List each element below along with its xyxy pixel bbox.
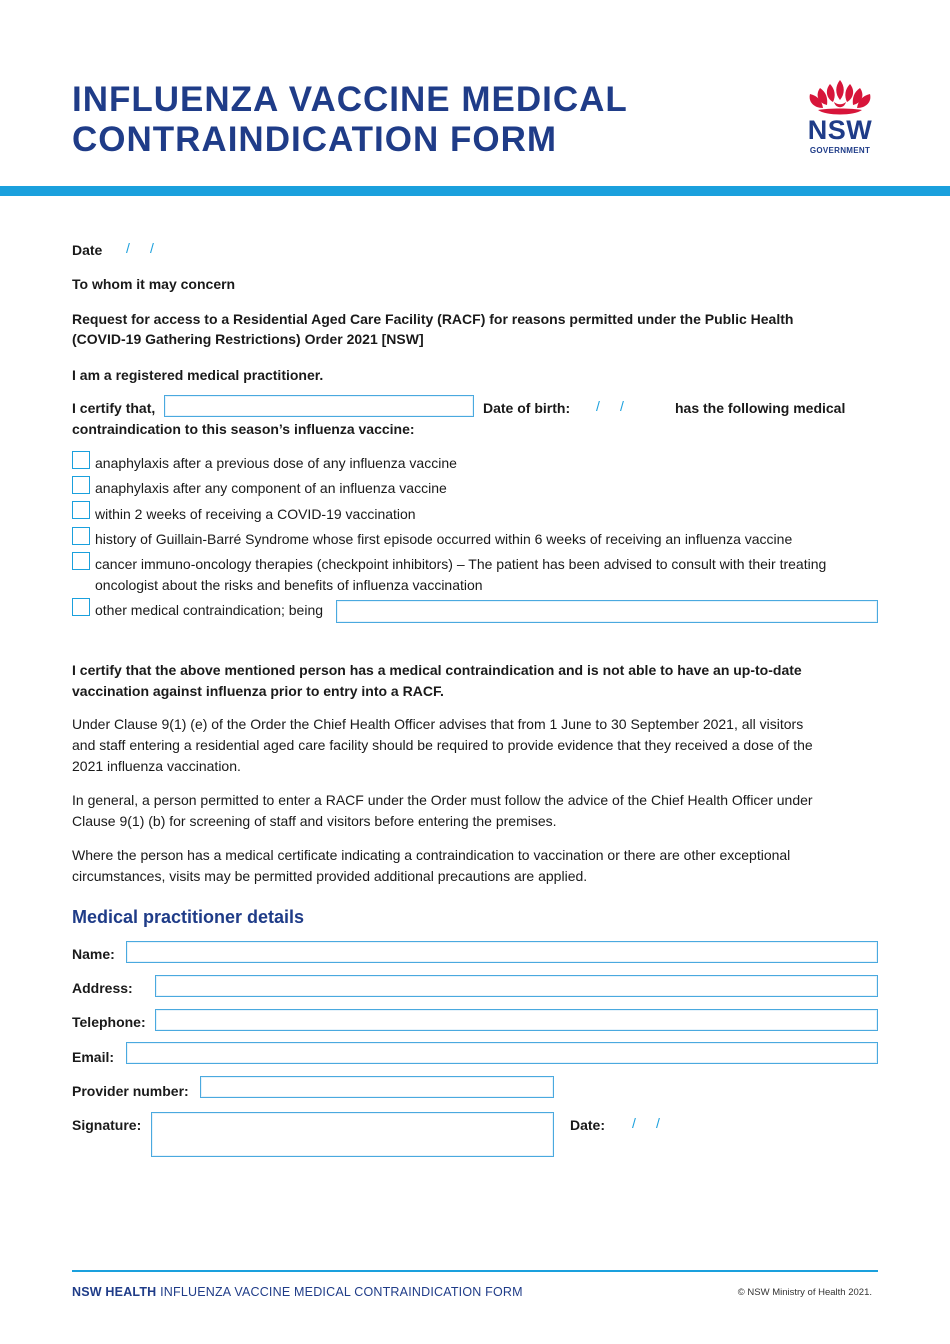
certify-bold-line-1: I certify that the above mentioned person has a medical contraindication and is not able to have an up-to-date bbox=[72, 662, 802, 678]
practitioner-address-field[interactable] bbox=[155, 975, 878, 997]
checkbox-other-contraindication[interactable] bbox=[72, 598, 90, 616]
footer-title bbox=[72, 1285, 523, 1299]
page-title bbox=[72, 80, 732, 160]
signature-date-separator-1: / bbox=[632, 1115, 636, 1131]
footer-brand: NSW HEALTH bbox=[72, 1285, 157, 1299]
option-guillain-barre: history of Guillain-Barré Syndrome whose first episode occurred within 6 weeks of receiving an influenza vaccine bbox=[95, 531, 793, 547]
paragraph-1-line-1: Under Clause 9(1) (e) of the Order the Chief Health Officer advises that from 1 June to 30 September 2021, all visitors bbox=[72, 716, 804, 732]
email-label: Email: bbox=[72, 1049, 115, 1065]
footer-divider bbox=[72, 1270, 878, 1272]
has-following-text: has the following medical bbox=[675, 400, 846, 416]
paragraph-2-line-2: Clause 9(1) (b) for screening of staff and visitors before entering the premises. bbox=[72, 813, 557, 829]
option-covid-vaccination: within 2 weeks of receiving a COVID-19 vaccination bbox=[95, 506, 416, 522]
nsw-government-logo bbox=[800, 78, 880, 160]
paragraph-clause-9-1-e bbox=[72, 714, 872, 777]
address-label: Address: bbox=[72, 980, 133, 996]
checkbox-anaphylaxis-component[interactable] bbox=[72, 476, 90, 494]
dob-separator-2: / bbox=[620, 398, 624, 414]
certify-bold-statement bbox=[72, 660, 872, 702]
request-line-2: (COVID-19 Gathering Restrictions) Order 2021 [NSW] bbox=[72, 331, 424, 347]
practitioner-details-heading: Medical practitioner details bbox=[72, 907, 305, 927]
signature-label: Signature: bbox=[72, 1117, 142, 1133]
practitioner-name-field[interactable] bbox=[126, 941, 878, 963]
option-anaphylaxis-previous-dose: anaphylaxis after a previous dose of any influenza vaccine bbox=[95, 455, 457, 471]
logo-wordmark: NSW bbox=[807, 115, 873, 145]
date-separator-2: / bbox=[150, 240, 154, 256]
dob-separator-1: / bbox=[596, 398, 600, 414]
option-anaphylaxis-component: anaphylaxis after any component of an influenza vaccine bbox=[95, 480, 447, 496]
option-immuno-oncology-line-1: cancer immuno-oncology therapies (checkpoint inhibitors) – The patient has been advised to consult with their treating bbox=[95, 556, 827, 572]
salutation: To whom it may concern bbox=[72, 276, 236, 292]
paragraph-3-line-2: circumstances, visits may be permitted provided additional precautions are applied. bbox=[72, 868, 588, 884]
footer-copyright: © NSW Ministry of Health 2021. bbox=[737, 1287, 872, 1298]
request-statement bbox=[72, 309, 872, 349]
certify-label: I certify that, bbox=[72, 400, 156, 416]
paragraph-exceptional-circumstances bbox=[72, 845, 872, 887]
footer-form-title: INFLUENZA VACCINE MEDICAL CONTRAINDICATION FORM bbox=[160, 1285, 523, 1299]
checkbox-guillain-barre[interactable] bbox=[72, 527, 90, 545]
name-label: Name: bbox=[72, 946, 115, 962]
practitioner-telephone-field[interactable] bbox=[155, 1009, 878, 1031]
paragraph-1-line-3: 2021 influenza vaccination. bbox=[72, 758, 241, 774]
paragraph-2-line-1: In general, a person permitted to enter a RACF under the Order must follow the advice of the Chief Health Officer under bbox=[72, 792, 813, 808]
practitioner-email-field[interactable] bbox=[126, 1042, 878, 1064]
contraindication-text: contraindication to this season’s influenza vaccine: bbox=[72, 421, 415, 437]
waratah-icon bbox=[800, 78, 880, 118]
paragraph-1-line-2: and staff entering a residential aged care facility should be required to provide evidence that they received a dose of the bbox=[72, 737, 813, 753]
header-divider bbox=[0, 186, 950, 196]
option-immuno-oncology-line-2: oncologist about the risks and benefits of influenza vaccination bbox=[95, 577, 483, 593]
signature-date-separator-2: / bbox=[656, 1115, 660, 1131]
paragraph-3-line-1: Where the person has a medical certificate indicating a contraindication to vaccination or there are other exceptional bbox=[72, 847, 791, 863]
option-other-contraindication: other medical contraindication; being bbox=[95, 602, 324, 618]
dob-label: Date of birth: bbox=[483, 400, 571, 416]
paragraph-clause-9-1-b bbox=[72, 790, 872, 832]
option-immuno-oncology bbox=[95, 554, 855, 596]
signature-date-label: Date: bbox=[570, 1117, 606, 1133]
provider-number-label: Provider number: bbox=[72, 1083, 189, 1099]
title-line-2: CONTRAINDICATION FORM bbox=[72, 120, 558, 159]
date-label: Date bbox=[72, 242, 103, 258]
title-line-1: INFLUENZA VACCINE MEDICAL bbox=[72, 80, 628, 119]
telephone-label: Telephone: bbox=[72, 1014, 146, 1030]
request-line-1: Request for access to a Residential Aged Care Facility (RACF) for reasons permitted under the Public Health bbox=[72, 311, 794, 327]
patient-name-field[interactable] bbox=[164, 395, 474, 417]
certify-bold-line-2: vaccination against influenza prior to entry into a RACF. bbox=[72, 683, 444, 699]
other-contraindication-field[interactable] bbox=[336, 600, 878, 623]
provider-number-field[interactable] bbox=[200, 1076, 554, 1098]
date-separator-1: / bbox=[126, 240, 130, 256]
registered-statement: I am a registered medical practitioner. bbox=[72, 367, 324, 383]
checkbox-covid-vaccination[interactable] bbox=[72, 501, 90, 519]
checkbox-anaphylaxis-previous-dose[interactable] bbox=[72, 451, 90, 469]
logo-subtitle: GOVERNMENT bbox=[809, 146, 871, 155]
checkbox-immuno-oncology[interactable] bbox=[72, 552, 90, 570]
signature-field[interactable] bbox=[151, 1112, 554, 1157]
